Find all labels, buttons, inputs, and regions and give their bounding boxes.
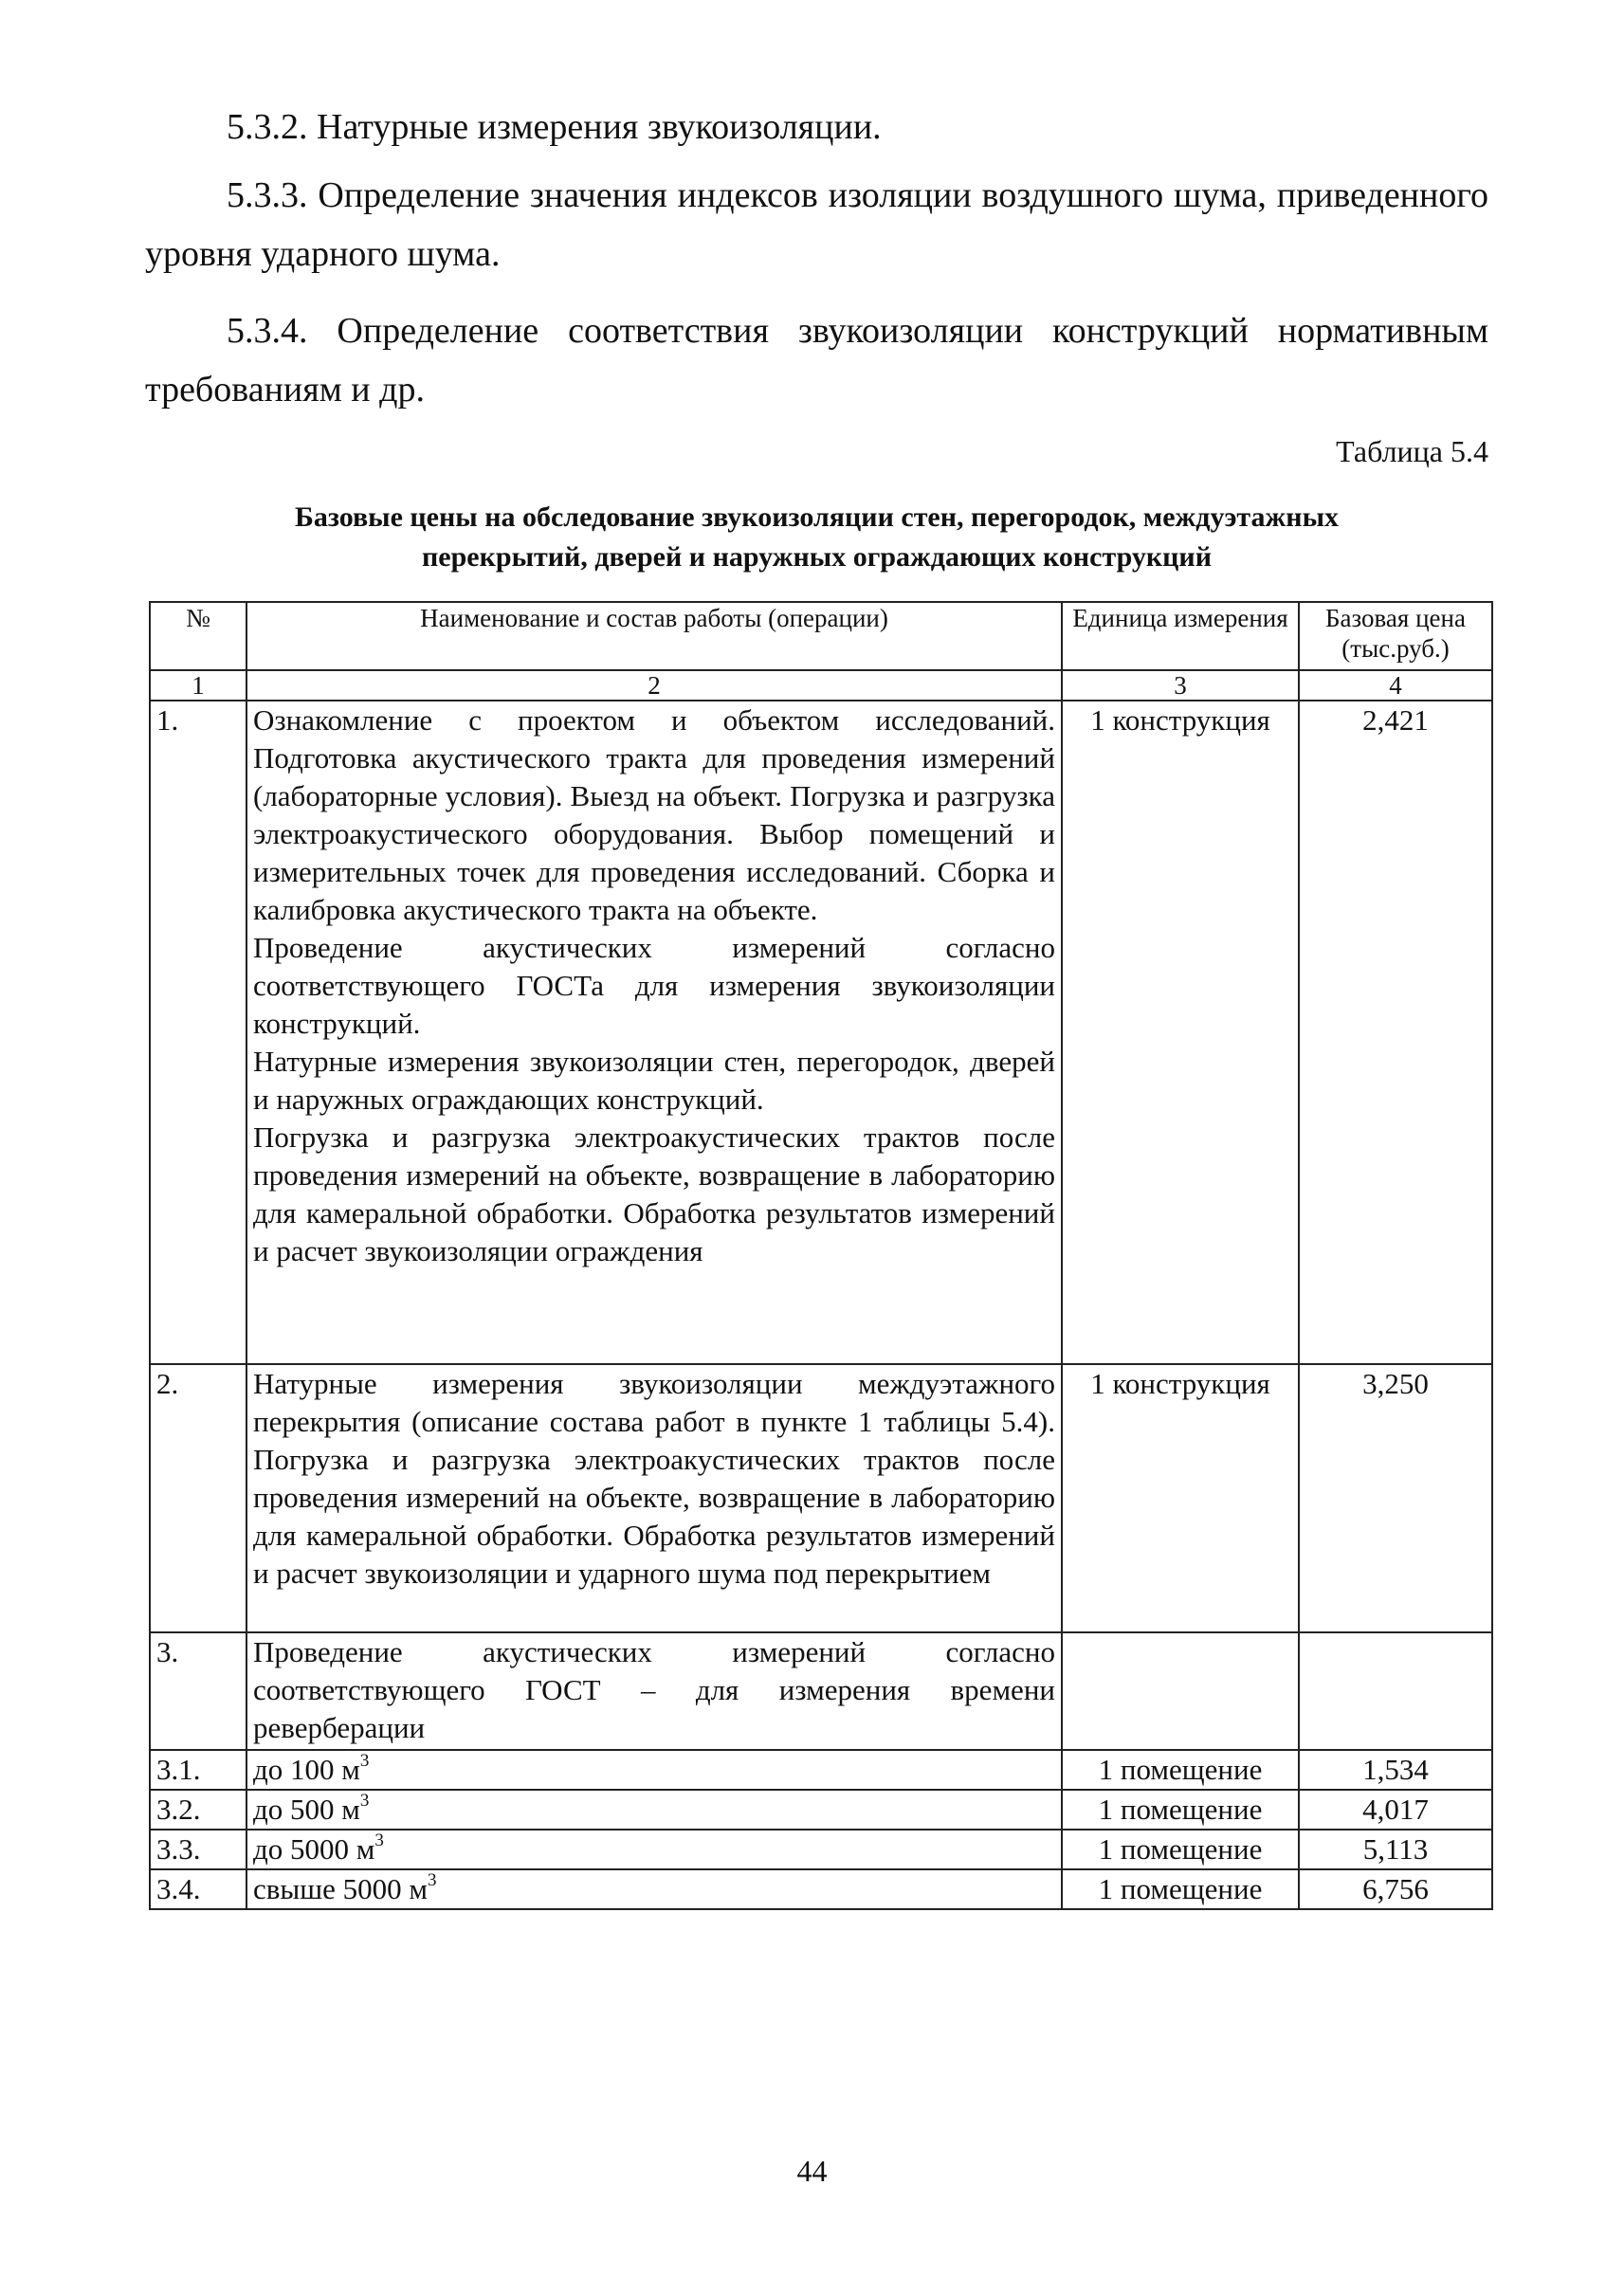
table-title-line1: Базовые цены на обследование звукоизоляции стен, перегородок, междуэтажных [294,501,1339,533]
superscript: 3 [427,1870,437,1890]
row-price [1299,1632,1492,1750]
subrow-price: 4,017 [1299,1790,1492,1830]
table-subrow [150,1830,1492,1869]
superscript: 3 [359,1791,370,1811]
subrow-num: 3.4. [150,1869,246,1909]
row-num: 2. [150,1364,246,1632]
subrow-unit: 1 помещение [1062,1750,1299,1790]
subrow-unit: 1 помещение [1062,1830,1299,1869]
header-unit: Единица измерения [1062,602,1299,670]
row-price: 3,250 [1299,1364,1492,1632]
row-text-part: Погрузка и разгрузка электроакустических трактов после проведения измерений на объекте, возвращение в лабораторию для камеральной обработки. Обработка результатов измерений и расчет звукоизоляции ограждения [253,1120,1055,1267]
colnum-4: 4 [1299,670,1492,701]
row-num: 1. [150,701,246,1364]
row-text-part: Натурные измерения звукоизоляции стен, перегородок, дверей и наружных ограждающих конструкций. [253,1045,1055,1116]
row-text: Проведение акустических измерений согласно соответствующего ГОСТ – для измерения времени реверберации [246,1632,1062,1750]
table-title-line2: перекрытий, дверей и наружных ограждающих конструкций [422,541,1212,573]
header-num: № [150,602,246,670]
table-subrow [150,1790,1492,1830]
table-row [150,1364,1492,1632]
row-unit [1062,1632,1299,1750]
row-text-part: Ознакомление с проектом и объектом исследований. Подготовка акустического тракта для проведения измерений (лабораторные условия). Выезд на объект. Погрузка и разгрузка электроакустического оборудования. Выбор помещений и измерительных точек для проведения исследований. Сборка и калибровка акустического тракта на объекте. [253,703,1055,926]
row-unit: 1 конструкция [1062,701,1299,1364]
row-unit: 1 конструкция [1062,1364,1299,1632]
row-text: Натурные измерения звукоизоляции междуэтажного перекрытия (описание состава работ в пункте 1 таблицы 5.4). Погрузка и разгрузка электроакустических трактов после проведения измерений на объекте, возвращение в лабораторию для камеральной обработки. Обработка результатов измерений и расчет звукоизоляции и ударного шума под перекрытием [246,1364,1062,1632]
row-num: 3. [150,1632,246,1750]
table-title [145,498,1488,577]
subrow-num: 3.1. [150,1750,246,1790]
table-subrow [150,1869,1492,1909]
table-row [150,701,1492,1364]
table-row [150,1632,1492,1750]
subrow-price: 6,756 [1299,1869,1492,1909]
subrow-text: до 500 $м^3$ [246,1790,1062,1830]
table-number: Таблица 5.4 [1336,434,1488,468]
page-number: 44 [796,2154,828,2188]
row-price: 2,421 [1299,701,1492,1364]
table-subrow [150,1750,1492,1790]
paragraph-5-3-2: 5.3.2. Натурные измерения звукоизоляции. [227,107,882,147]
subrow-text: свыше 5000 $м^3$ [246,1869,1062,1909]
row-text [246,701,1062,1364]
header-name: Наименование и состав работы (операции) [246,602,1062,670]
colnum-3: 3 [1062,670,1299,701]
row-text-part: Проведение акустических измерений согласно соответствующего ГОСТа для измерения звукоизоляции конструкций. [253,931,1055,1040]
subrow-unit: 1 помещение [1062,1869,1299,1909]
subrow-num: 3.2. [150,1790,246,1830]
superscript: 3 [374,1831,384,1850]
paragraph-5-3-4: 5.3.4. Определение соответствия звукоизоляции конструкций нормативным требованиям и др. [145,311,1488,410]
price-table [149,601,1493,1910]
subrow-unit: 1 помещение [1062,1790,1299,1830]
paragraph-5-3-3: 5.3.3. Определение значения индексов изоляции воздушного шума, приведенного уровня ударного шума. [145,175,1488,274]
subrow-text: до 100 $м^3$ [246,1750,1062,1790]
subrow-text: до 5000 $м^3$ [246,1830,1062,1869]
colnum-1: 1 [150,670,246,701]
subrow-num: 3.3. [150,1830,246,1869]
colnum-2: 2 [246,670,1062,701]
table-header-row [150,602,1492,670]
superscript: 3 [359,1751,370,1771]
column-number-row [150,670,1492,701]
subrow-price: 1,534 [1299,1750,1492,1790]
header-price: Базовая цена (тыс.руб.) [1299,602,1492,670]
subrow-price: 5,113 [1299,1830,1492,1869]
